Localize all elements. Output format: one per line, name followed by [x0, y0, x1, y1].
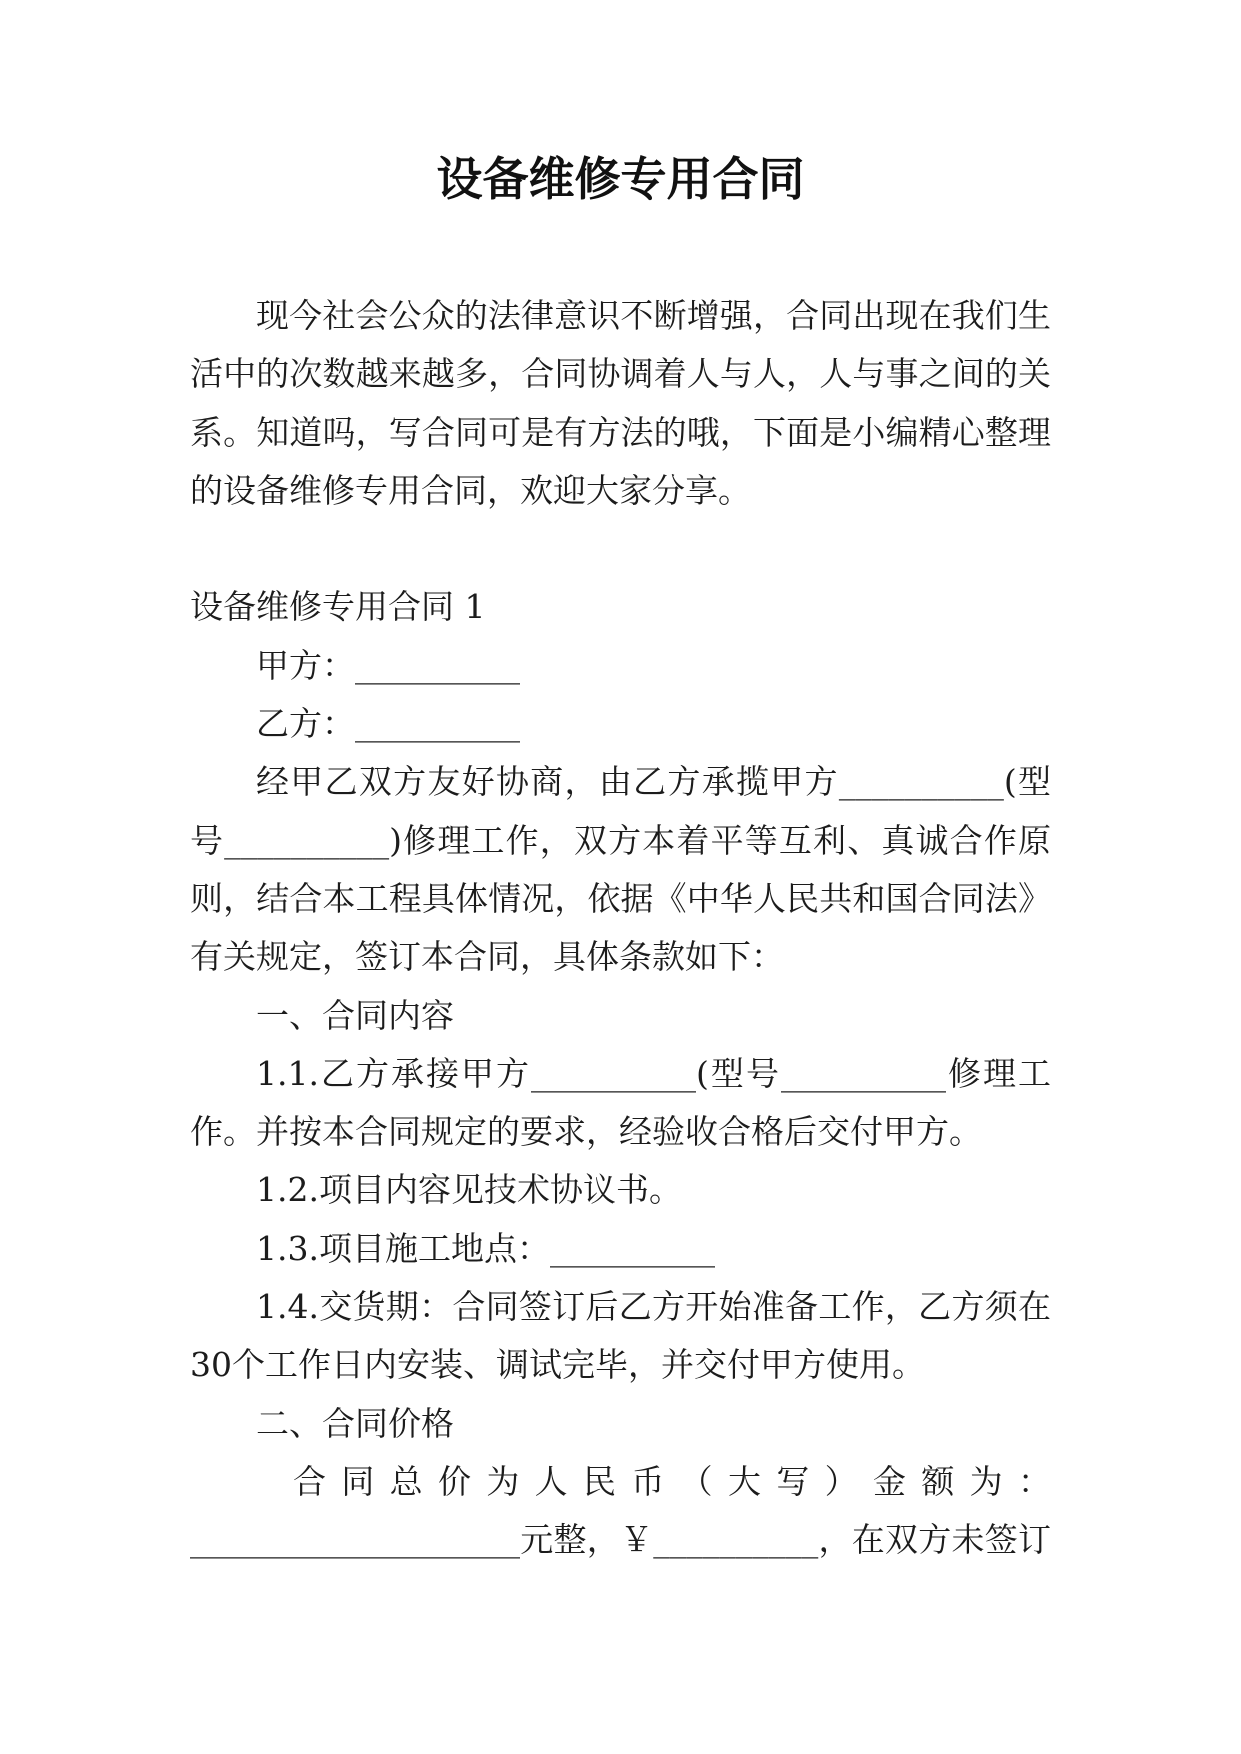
preamble-line: 号__________)修理工作，双方本着平等互利、真诚合作原 [190, 820, 1051, 860]
clause-line: 30个工作日内安装、调试完毕，并交付甲方使用。 [190, 1345, 925, 1385]
section-contract-price [190, 1395, 1051, 1570]
document-title: 设备维修专用合同 [436, 152, 805, 206]
clause-line: 1.3.项目施工地点：__________ [256, 1228, 715, 1268]
intro-line: 活中的次数越来越多，合同协调着人与人，人与事之间的关 [190, 354, 1051, 394]
party-a-field: 甲方：__________ [256, 645, 520, 685]
clause-line: 1.1.乙方承接甲方__________(型号__________修理工 [256, 1053, 1051, 1093]
clause-line: 1.2.项目内容见技术协议书。 [256, 1170, 682, 1210]
clause-line: 1.4.交货期：合同签订后乙方开始准备工作，乙方须在 [256, 1287, 1051, 1327]
price-line: ____________________元整，￥__________，在双方未签订 [190, 1520, 1051, 1560]
intro-line: 的设备维修专用合同，欢迎大家分享。 [190, 470, 751, 510]
price-line: 合同总价为人民币（大写）金额为： [293, 1461, 1051, 1501]
section-heading: 二、合同价格 [256, 1403, 454, 1443]
party-b-field: 乙方：__________ [256, 704, 520, 744]
section-contract-content [190, 987, 1051, 1395]
preamble-line: 则，结合本工程具体情况，依据《中华人民共和国合同法》 [190, 878, 1051, 918]
contract-heading: 设备维修专用合同 1 [190, 587, 486, 627]
intro-paragraph [190, 287, 1051, 520]
preamble-line: 经甲乙双方友好协商，由乙方承揽甲方__________(型 [256, 762, 1051, 802]
preamble-paragraph [190, 753, 1051, 986]
document-body [190, 287, 1051, 1570]
section-heading: 一、合同内容 [256, 995, 454, 1035]
preamble-line: 有关规定，签订本合同，具体条款如下： [190, 937, 784, 977]
intro-line: 系。知道吗，写合同可是有方法的哦，下面是小编精心整理 [190, 412, 1051, 452]
clause-line: 作。并按本合同规定的要求，经验收合格后交付甲方。 [190, 1112, 982, 1152]
intro-line: 现今社会公众的法律意识不断增强，合同出现在我们生 [256, 296, 1051, 335]
